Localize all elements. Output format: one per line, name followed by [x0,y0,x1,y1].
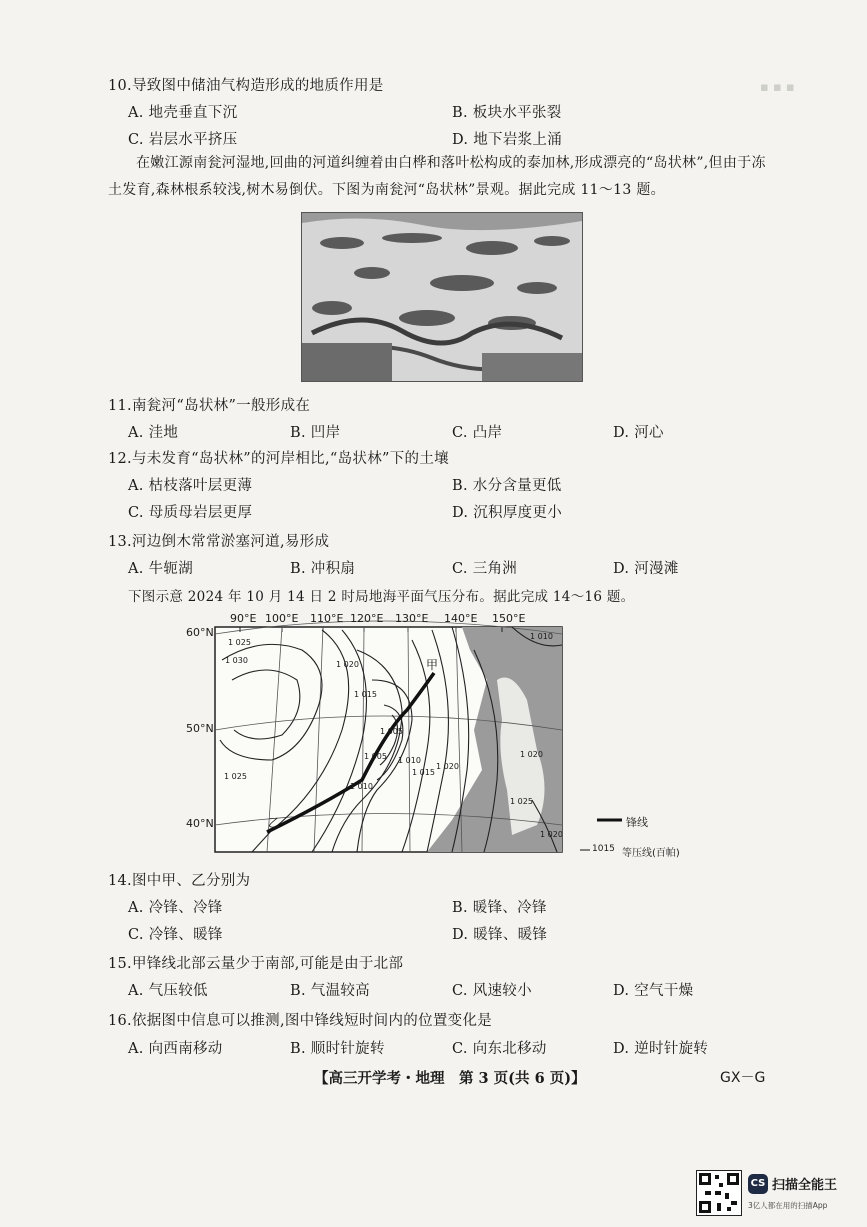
q10-stem: 10.导致图中储油气构造形成的地质作用是 [108,78,384,94]
q10-option-b: B. 板块水平张裂 [452,105,562,121]
q15-option-d: D. 空气干燥 [613,983,694,999]
q14-option-d: D. 暖锋、暖锋 [452,927,548,943]
page-footer: 【高三开学考・地理 第 3 页(共 6 页)】 [314,1070,586,1087]
lon-label: 140°E [444,612,478,625]
isobar-label: 1 015 [354,690,377,699]
camscanner-logo: CS [748,1174,768,1194]
q15-option-c: C. 风速较小 [452,983,532,999]
q16-option-a: A. 向西南移动 [128,1041,223,1057]
q16-option-d: D. 逆时针旋转 [613,1041,709,1057]
q16-option-b: B. 顺时针旋转 [290,1041,385,1057]
legend-front-text: 锋线 [626,816,648,829]
isobar-label: 1 015 [412,768,435,777]
q11-stem: 11.南瓮河“岛状林”一般形成在 [108,398,311,414]
paper-code: GX－G [720,1070,766,1086]
q14-option-b: B. 暖锋、冷锋 [452,900,547,916]
lon-label: 130°E [395,612,429,625]
q11-option-d: D. 河心 [613,425,664,441]
legend-isobar-text: 等压线(百帕) [622,848,680,859]
lon-label: 110°E [310,612,344,625]
isobar-label: 1 010 [350,782,373,791]
isobar-label: 1 025 [510,797,533,806]
q14-option-a: A. 冷锋、冷锋 [128,900,223,916]
front-label-jia: 甲 [426,658,439,672]
isobar-label: 1 020 [336,660,359,669]
front-label-yi: 乙 [268,816,281,830]
q12-stem: 12.与未发育“岛状林”的河岸相比,“岛状林”下的土壤 [108,451,449,467]
qr-code [696,1170,742,1216]
lon-label: 90°E [230,612,257,625]
isobar-label: 1 025 [224,772,247,781]
island-forest-photo [301,212,583,382]
lon-label: 120°E [350,612,384,625]
isobar-label: 1 025 [228,638,251,647]
lat-label: 40°N [186,817,214,830]
q13-stem: 13.河边倒木常常淤塞河道,易形成 [108,534,330,550]
q15-option-b: B. 气温较高 [290,983,370,999]
q14-stem: 14.图中甲、乙分别为 [108,873,251,889]
q13-option-a: A. 牛轭湖 [128,561,193,577]
q15-option-a: A. 气压较低 [128,983,208,999]
q12-option-b: B. 水分含量更低 [452,478,562,494]
q12-option-c: C. 母质母岩层更厚 [128,505,253,521]
lat-label: 60°N [186,626,214,639]
q14-option-c: C. 冷锋、暖锋 [128,927,223,943]
lat-label: 50°N [186,722,214,735]
q15-stem: 15.甲锋线北部云量少于南部,可能是由于北部 [108,956,404,972]
q10-option-a: A. 地壳垂直下沉 [128,105,238,121]
sea-level-pressure-map [212,610,692,860]
q10-option-d: D. 地下岩浆上涌 [452,132,563,148]
lon-label: 100°E [265,612,299,625]
q13-option-c: C. 三角洲 [452,561,518,577]
passage-11-13: 在嫩江源南瓮河湿地,回曲的河道纠缠着由白桦和落叶松构成的泰加林,形成漂亮的“岛状林”,但由于冻土发育,森林根系较浅,树木易倒伏。下图为南瓮河“岛状林”景观。据此完成 11～13 题。 [108,155,766,198]
q13-option-b: B. 冲积扇 [290,561,356,577]
isobar-label: 1 010 [530,632,553,641]
isobar-label: 1 030 [225,656,248,665]
lon-label: 150°E [492,612,526,625]
legend-isobar-value: 1015 [592,844,615,854]
isobar-label: 1 005 [364,752,387,761]
bleed-through-mark: ▪ ▪ ▪ [760,80,795,95]
isobar-label: 1 020 [520,750,543,759]
q12-option-a: A. 枯枝落叶层更薄 [128,478,253,494]
q16-stem: 16.依据图中信息可以推测,图中锋线短时间内的位置变化是 [108,1013,493,1029]
isobar-label: 1 005 [380,727,403,736]
isobar-label: 1 020 [436,762,459,771]
camscanner-tagline: 3亿人都在用的扫描App [748,1201,828,1210]
q13-option-d: D. 河漫滩 [613,561,679,577]
q10-option-c: C. 岩层水平挤压 [128,132,238,148]
q12-option-d: D. 沉积厚度更小 [452,505,563,521]
isobar-label: 1 010 [398,756,421,765]
q11-option-a: A. 洼地 [128,425,179,441]
q16-option-c: C. 向东北移动 [452,1041,547,1057]
camscanner-name: 扫描全能王 [772,1178,838,1193]
intro-14-16: 下图示意 2024 年 10 月 14 日 2 时局地海平面气压分布。据此完成 14～16 题。 [128,589,635,605]
q11-option-b: B. 凹岸 [290,425,341,441]
isobar-label: 1 020 [540,830,563,839]
q11-option-c: C. 凸岸 [452,425,503,441]
